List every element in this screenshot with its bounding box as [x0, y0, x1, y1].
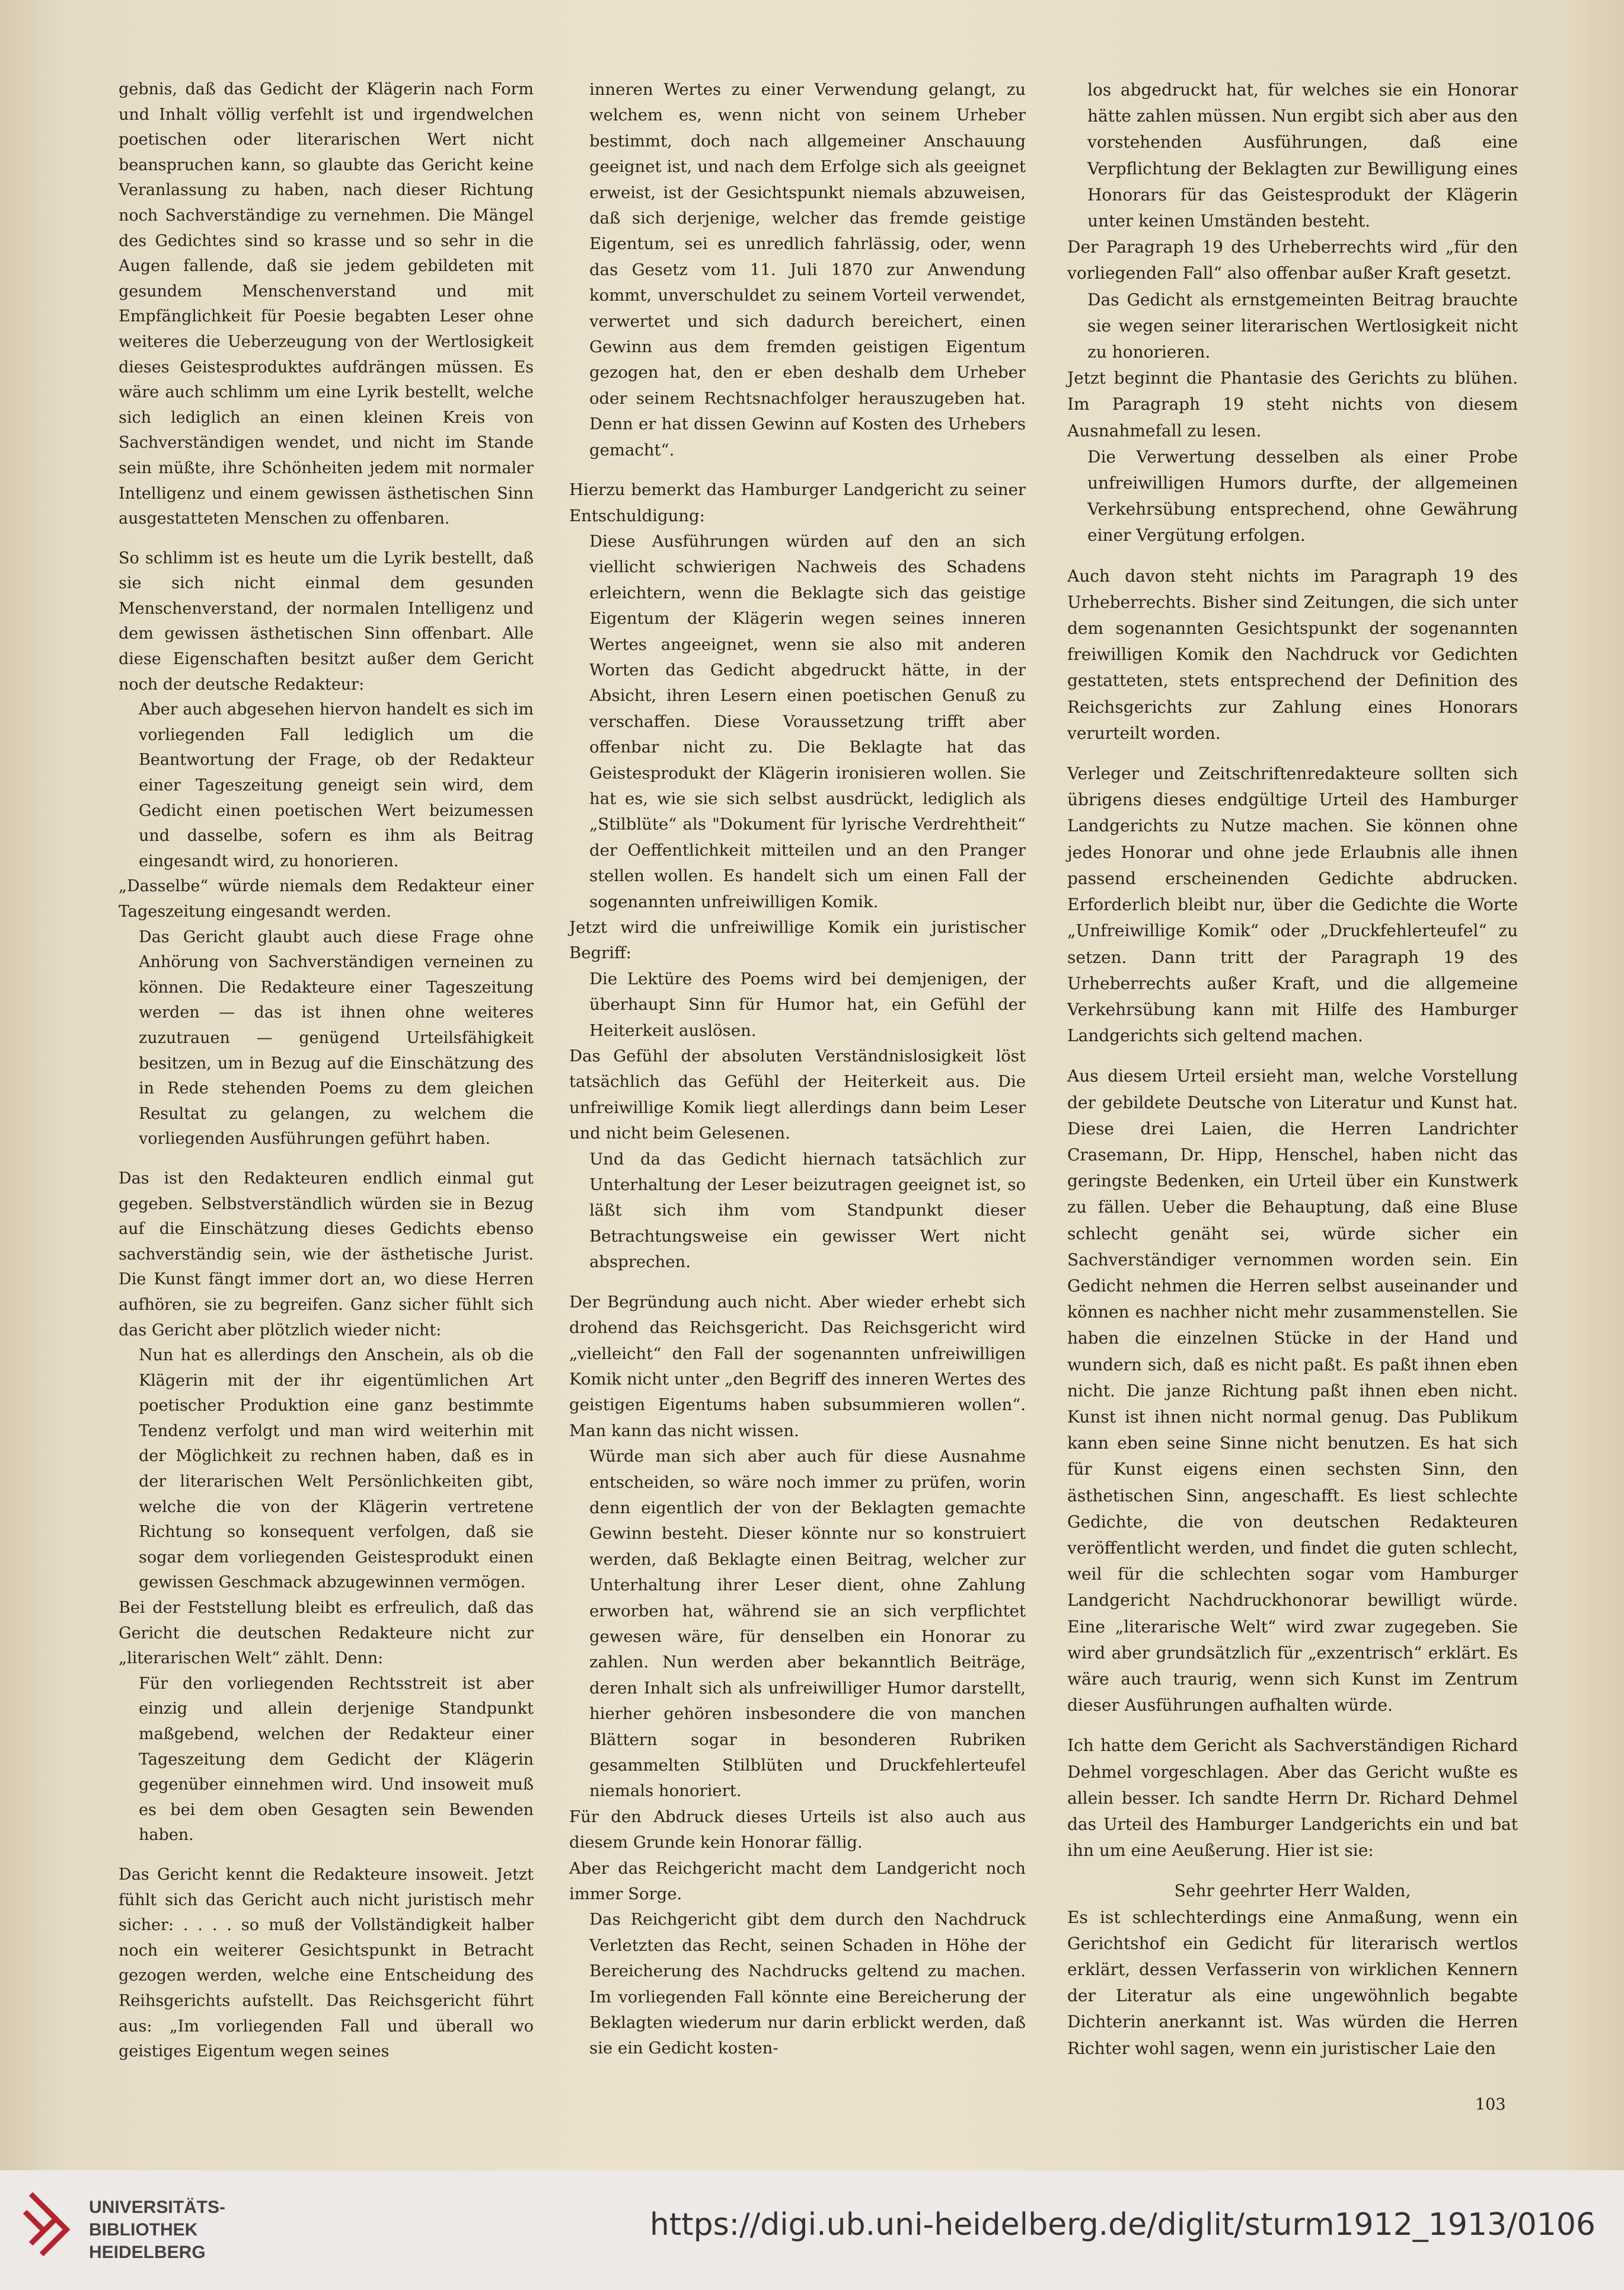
paragraph: Bei der Feststellung bleibt es erfreulich, daß das Gericht die deutschen Redakteure nicht zur „literarischen Welt“ zählt. Denn:: [119, 1599, 534, 1668]
paragraph: Jetzt wird die unfreiwillige Komik ein juristischer Begriff:: [569, 918, 1026, 963]
paragraph: Jetzt beginnt die Phantasie des Gerichts zu blühen. Im Paragraph 19 steht nichts von diesem Ausnahmefall zu lesen.: [1067, 368, 1518, 441]
paragraph: „Dasselbe“ würde niemals dem Redakteur einer Tageszeitung eingesandt werden.: [119, 877, 534, 921]
text-column-3: [1067, 77, 1518, 2062]
paragraph: Das ist den Redakteuren endlich einmal gut gegeben. Selbstverständlich würden sie in Bezug auf die Einschätzung dieses Gedichts ebenso sachverständig sein, wie der ästhetische Jurist. Die Kunst fängt immer dort an, wo diese Herren aufhören, sie zu begreifen. Ganz sicher fühlt sich das Gericht aber plötzlich wieder nicht:: [119, 1169, 534, 1339]
digitization-footer: [0, 2170, 1624, 2290]
paragraph: Das Gericht kennt die Redakteure insoweit. Jetzt fühlt sich das Gericht auch nicht juristisch mehr sicher: . . . . so muß der Vollständigkeit halber noch ein weiterer Gesichtspunkt in Betracht gezogen werden, welche eine Entscheidung des Reihsgerichts aufstellt. Das Reichsgericht führt aus: „Im vorliegenden Fall und überall wo geistiges Eigentum wegen seines: [119, 1865, 534, 2061]
institution-line: UNIVERSITÄTS-: [89, 2197, 226, 2217]
page-number: 103: [1475, 2096, 1506, 2114]
paragraph: Der Begründung auch nicht. Aber wieder erhebt sich drohend das Reichsgericht. Das Reichsgericht wird „vielleicht“ den Fall der sogenannten unfreiwilligen Komik nicht unter „den Begriff des inneren Wertes des geistigen Eigentums haben subsummieren wollen“. Man kann das nicht wissen.: [569, 1292, 1026, 1440]
quote-paragraph: Die Verwertung desselben als einer Probe unfreiwilligen Humors durfte, der allgemeinen Verkehrsübung entsprechend, ohne Gewährung einer Vergütung erfolgen.: [1087, 446, 1518, 546]
university-library-logo-icon: [19, 2188, 78, 2265]
permalink-url[interactable]: https://digi.ub.uni-heidelberg.de/diglit/sturm1912_1913/0106: [649, 2207, 1596, 2243]
paragraph: gebnis, daß das Gedicht der Klägerin nach Form und Inhalt völlig verfehlt ist und irgendwelchen poetischen oder literarischen Wert nicht beanspruchen kann, so glaubte das Gericht keine Veranlassung zu haben, nach dieser Richtung noch Sachverständige zu vernehmen. Die Mängel des Gedichtes sind so krasse und so sehr in die Augen fallende, daß sie jedem gebildeten mit gesundem Menschenverstand und mit Empfänglichkeit für Poesie begabten Leser ohne weiteres die Ueberzeugung von der Wertlosigkeit dieses Geistesproduktes aufdrängen müssen. Es wäre auch schlimm um eine Lyrik bestellt, welche sich lediglich an einen kleinen Kreis von Sachverständigen wendet, und nicht im Stande sein müßte, ihre Schönheiten jedem mit normaler Intelligenz und einem gewissen ästhetischen Sinn ausgestatteten Menschen zu offenbaren.: [119, 80, 534, 528]
paragraph: Der Paragraph 19 des Urheberrechts wird „für den vorliegenden Fall“ also offenbar außer Kraft gesetzt.: [1067, 237, 1518, 283]
quote-paragraph: Das Reichgericht gibt dem durch den Nachdruck Verletzten das Recht, seinen Schaden in Höhe der Bereicherung des Nachdrucks geltend zu machen. Im vorliegenden Fall könnte eine Bereicherung der Beklagten wiederum nur darin erblickt werden, daß sie ein Gedicht kosten-: [589, 1910, 1026, 2058]
institution-name: [89, 2196, 225, 2264]
institution-line: BIBLIOTHEK: [89, 2220, 198, 2240]
quote-paragraph: Würde man sich aber auch für diese Ausnahme entscheiden, so wäre noch immer zu prüfen, worin denn eigentlich der von der Beklagten gemachte Gewinn besteht. Dieser könnte nur so konstruiert werden, daß Beklagte einen Beitrag, welcher zur Unterhaltung ihrer Leser dient, ohne Zahlung erworben hat, während sie an sich verpflichtet gewesen wäre, für denselben ein Honorar zu zahlen. Nun werden aber bekanntlich Beiträge, deren Inhalt sich als unfreiwilliger Humor darstellt, hierher gehören insbesondere die von manchen Blättern sogar in besonderen Rubriken gesammelten Stilblüten und Druckfehlerteufel niemals honoriert.: [589, 1447, 1026, 1801]
quote-paragraph: Das Gedicht als ernstgemeinten Beitrag brauchte sie wegen seiner literarischen Wertlosigkeit nicht zu honorieren.: [1087, 289, 1518, 362]
paragraph: Das Gefühl der absoluten Verständnislosigkeit löst tatsächlich das Gefühl der Heiterkeit aus. Die unfreiwillige Komik liegt allerdings dann beim Leser und nicht beim Gelesenen.: [569, 1047, 1026, 1143]
paragraph: Aus diesem Urteil ersieht man, welche Vorstellung der gebildete Deutsche von Literatur und Kunst hat. Diese drei Laien, die Herren Landrichter Crasemann, Dr. Hipp, Henschel, haben nicht das geringste Bedenken, ein Urteil über ein Kunstwerk zu fällen. Ueber die Behauptung, daß eine Bluse schlecht genäht sei, würde sicher ein Sachverständiger vernommen worden sein. Ein Gedicht nehmen die Herren selbst auseinander und können es nachher nicht mehr zusammenstellen. Sie haben die einzelnen Stücke in der Hand und wundern sich, daß es nicht paßt. Es paßt ihnen eben nicht. Die janze Richtung paßt ihnen eben nicht. Kunst ist ihnen nicht normal genug. Das Publikum kann eben seine Sinne nicht benutzen. Es hat sich für Kunst eigens einen sechsten Sinn, den ästhetischen Sinn, angeschafft. Es liest schlechte Gedichte, die von deutschen Redakteuren veröffentlicht werden, und findet die guten schlecht, weil für die schlechten sogar vom Hamburger Landgericht Nachdruckhonorar bewilligt würde. Eine „literarische Welt“ wird zwar zugegeben. Sie wird aber grundsätzlich für „exzentrisch“ erklärt. Es wäre auch traurig, wenn sich Kunst im Zentrum dieser Ausführungen aufhalten würde.: [1067, 1066, 1518, 1715]
quote-paragraph: Aber auch abgesehen hiervon handelt es sich im vorliegenden Fall lediglich um die Beantwortung der Frage, ob der Redakteur einer Tageszeitung geneigt sein wird, dem Gedicht einen poetischen Wert beizumessen und dasselbe, sofern es ihm als Beitrag eingesandt wird, zu honorieren.: [139, 700, 534, 870]
paragraph: Auch davon steht nichts im Paragraph 19 des Urheberrechts. Bisher sind Zeitungen, die sich unter dem sogenannten Gesichtspunkt der sogenannten freiwilligen Komik den Nachdruck vor Gedichten gestatteten, stets entsprechend der Definition des Reichsgerichts zur Zahlung eines Honorars verurteilt worden.: [1067, 566, 1518, 743]
quote-paragraph: Für den vorliegenden Rechtsstreit ist aber einzig und allein derjenige Standpunkt maßgebend, welchen der Redakteur einer Tageszeitung dem Gedicht der Klägerin gegenüber einnehmen wird. Und insoweit muß es bei dem oben Gesagten sein Bewenden haben.: [139, 1674, 534, 1845]
letter-salutation: Sehr geehrter Herr Walden,: [1174, 1881, 1411, 1901]
quote-paragraph: los abgedruckt hat, für welches sie ein Honorar hätte zahlen müssen. Nun ergibt sich aber aus den vorstehenden Ausführungen, daß eine Verpflichtung der Beklagten zur Bewilligung eines Honorars für das Geistesprodukt der Klägerin unter keinen Umständen besteht.: [1087, 80, 1518, 231]
quote-paragraph: Nun hat es allerdings den Anschein, als ob die Klägerin mit der ihr eigentümlichen Art poetischer Produktion eine ganz bestimmte Tendenz verfolgt und man wird weiterhin mit der Möglichkeit zu rechnen haben, daß es in der literarischen Welt Persönlichkeiten gibt, welche die von der Klägerin vertretene Richtung so konsequent verfolgen, daß sie sogar dem vorliegenden Geistesprodukt einen gewissen Geschmack abzugewinnen vermögen.: [139, 1346, 534, 1592]
paragraph: Hierzu bemerkt das Hamburger Landgericht zu seiner Entschuldigung:: [569, 480, 1026, 525]
institution-line: HEIDELBERG: [89, 2243, 206, 2262]
paragraph: Aber das Reichgericht macht dem Landgericht noch immer Sorge.: [569, 1858, 1026, 1904]
quote-paragraph: Das Gericht glaubt auch diese Frage ohne Anhörung von Sachverständigen verneinen zu können. Die Redakteure einer Tageszeitung werden — das ist ihnen ohne weiteres zuzutrauen — genügend Urteilsfähigkeit besitzen, um in Bezug auf die Einschätzung des in Rede stehenden Poems zu dem gleichen Resultat zu gelangen, zu welchem die vorliegenden Ausführungen geführt haben.: [139, 927, 534, 1149]
quote-paragraph: Diese Ausführungen würden auf den an sich viellicht schwierigen Nachweis des Schadens erleichtern, wenn die Beklagte sich das geistige Eigentum der Klägerin wegen seines inneren Wertes angeeignet, wenn sie also mit anderen Worten das Gedicht abgedruckt hätte, in der Absicht, ihren Lesern einen poetischen Genuß zu verschaffen. Diese Voraussetzung trifft aber offenbar nicht zu. Die Beklagte hat das Geistesprodukt der Klägerin ironisieren wollen. Sie hat es, wie sie sich selbst ausdrückt, lediglich als „Stilblüte“ als "Dokument für lyrische Verdrehtheit“ der Oeffentlichkeit mitteilen und an den Pranger stellen wollen. Es handelt sich um einen Fall der sogenannten unfreiwilligen Komik.: [589, 531, 1026, 911]
paragraph: Für den Abdruck dieses Urteils ist also auch aus diesem Grunde kein Honorar fällig.: [569, 1807, 1026, 1852]
paragraph: Ich hatte dem Gericht als Sachverständigen Richard Dehmel vorgeschlagen. Aber das Gericht wußte es allein besser. Ich sandte Herrn Dr. Richard Dehmel das Urteil des Hamburger Landgerichts ein und bat ihn um eine Aeußerung. Hier ist sie:: [1067, 1736, 1518, 1861]
letter-paragraph: Es ist schlechterdings eine Anmaßung, wenn ein Gerichtshof ein Gedicht für literarisch wertlos erklärt, dessen Verfasserin von wirklichen Kennern der Literatur als eine ungewöhnlich begabte Dichterin anerkannt ist. Was würden die Herren Richter wohl sagen, wenn ein juristischer Laie den: [1067, 1907, 1518, 2058]
paragraph: So schlimm ist es heute um die Lyrik bestellt, daß sie sich nicht einmal dem gesunden Menschenverstand, der normalen Intelligenz und dem gewissen ästhetischen Sinn offenbart. Alle diese Eigenschaften besitzt außer dem Gericht noch der deutsche Redakteur:: [119, 548, 534, 694]
text-column-1: [119, 77, 534, 2065]
quote-paragraph: Und da das Gedicht hiernach tatsächlich zur Unterhaltung der Leser beizutragen geeignet ist, so läßt sich ihm vom Standpunkt dieser Betrachtungsweise ein gewisser Wert nicht absprechen.: [589, 1149, 1026, 1272]
quote-paragraph: Die Lektüre des Poems wird bei demjenigen, der überhaupt Sinn für Humor hat, ein Gefühl der Heiterkeit auslösen.: [589, 969, 1026, 1040]
text-column-2: [569, 77, 1026, 2062]
quote-paragraph: inneren Wertes zu einer Verwendung gelangt, zu welchem es, wenn nicht von seinem Urheber bestimmt, doch nach allgemeiner Anschauung geeignet ist, und nach dem Erfolge sich als geeignet erweist, ist der Gesichtspunkt niemals abzuweisen, daß sich derjenige, welcher das fremde geistige Eigentum, sei es unredlich fahrlässig, oder, wenn das Gesetz vom 11. Juli 1870 zur Anwendung kommt, unverschuldet zu seinem Vorteil verwendet, verwertet und sich dadurch bereichert, einen Gewinn aus dem fremden geistigen Eigentum gezogen hat, den er eben deshalb dem Urheber oder seinem Rechtsnachfolger herauszugeben hat. Denn er hat dissen Gewinn auf Kosten des Urhebers gemacht“.: [589, 80, 1026, 460]
paragraph: Verleger und Zeitschriftenredakteure sollten sich übrigens dieses endgültige Urteil des Hamburger Landgerichts zu Nutze machen. Sie können ohne jedes Honorar und ohne jede Erlaubnis alle ihnen passend erscheinenden Gedichte abdrucken. Erforderlich bleibt nur, über die Gedichte die Worte „Unfreiwillige Komik“ oder „Druckfehlerteufel“ zu setzen. Dann tritt der Paragraph 19 des Urheberrechts außer Kraft, und die allgemeine Verkehrsübung kann mit Hilfe des Hamburger Landgerichts sich geltend machen.: [1067, 764, 1518, 1046]
